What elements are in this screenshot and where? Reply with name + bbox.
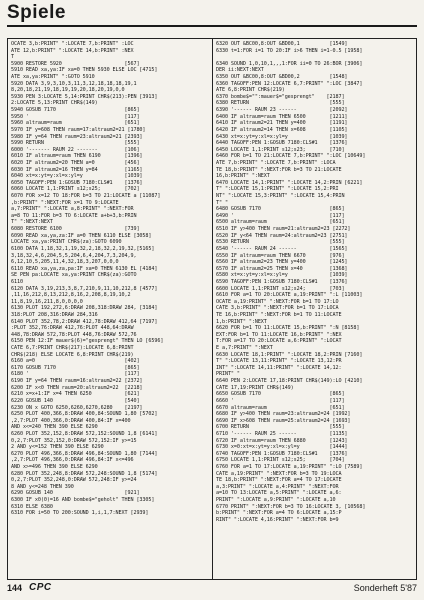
listing-line: 318:PLOT 208,316:DRAW 284,316 bbox=[11, 311, 98, 318]
listing-line: 0,2,7:PLOT 352,152,0:DRAW 572,152:IF y>=15 bbox=[11, 437, 137, 444]
listing-line: 6740 TAGOFF:PEN 1:GOSUB 7180:CLS#1 [1376] bbox=[216, 450, 348, 457]
listing-line: 11,8,19,16,211,8,0,0,0,0 bbox=[11, 298, 83, 305]
listing-line: 5970 IF y=608 THEN raum=17:altraum2=21 [1780] bbox=[11, 126, 146, 133]
listing-line: ,2,7:PLOT 496,366,0:DRAW 496,84:IF x<=496 bbox=[11, 457, 134, 464]
listing-line: AND x<=240 THEN 390 ELSE 6290 bbox=[11, 424, 98, 431]
listing-line: 6450 LOCATE 1,1:PRINT s12;s23; [710] bbox=[216, 146, 345, 153]
listing-line: 3,18,32,4,6,204,5,5,204,6,4,204,7,3,204,9, bbox=[11, 252, 137, 259]
listing-line: PRINT" ":LOCATE a,9:PRINT" ":LOCATE a,10 bbox=[216, 497, 336, 504]
listing-line: 6120 DATA 3,19,213,3,8,7,210,9,11,10,212,8 [4577] bbox=[11, 285, 158, 292]
listing-line: RINT" ":LOCATE 4,16:PRINT" ":NEXT:FOR b=9 bbox=[216, 516, 339, 523]
listing-line: 6190 IF y=64 THEN raum=16:altraum2=22 [2372] bbox=[11, 378, 143, 385]
listing-line: 6050 TAGOFF:PEN 1:GOSUB 7180:CLS#1 [1376] bbox=[11, 179, 143, 186]
listing-line: 6720 IF altraum=raum THEN 6880 [1243] bbox=[216, 437, 348, 444]
listing-line: 6650 GOSUB 7170 [865] bbox=[216, 391, 345, 398]
listing-line: a,7:PRINT" ":LOCATE a,8:PRINT" ":NEXT:FOR bbox=[11, 206, 134, 213]
listing-line: 6350 OUT &BC00,8:OUT &BD00,2 [1548] bbox=[216, 74, 348, 81]
listing-line: 6690 IF x>608 THEN raum=25:altraum2=24 [1693] bbox=[216, 417, 351, 424]
listing-line: 5980 IF y=64 THEN raum=23:altraum2=21 [2393] bbox=[11, 133, 143, 140]
listing-line: 6700 RETURN [555] bbox=[216, 424, 345, 431]
listing-line: T" ":LOCATE 13,11:PRINT" ":LOCATE 13,12:PR bbox=[216, 358, 342, 365]
listing-line: 6300 IF x0(0)=16 AND bombe$="geholt" THEN [3305] bbox=[11, 497, 155, 504]
listing-line: 6000 '------- RAUM 22 ------- [106] bbox=[11, 146, 140, 153]
listing-line: TE 18,b:PRINT" ":NEXT:FOR b=3 TO 21:LOCATE bbox=[216, 166, 342, 173]
listing-line: 6680 IF y>400 THEN raum=23:altraum2=24 [1992] bbox=[216, 411, 351, 418]
listing-line: 5910 READ xa,ya:IF xa=0 THEN 5930 ELSE LOC [4715] bbox=[11, 67, 158, 74]
section-title: Spiele bbox=[7, 2, 66, 23]
listing-line: 6100 DATA 1,18,32,1,19,32,2,18,32,2,19,32,[5165] bbox=[11, 245, 155, 252]
listing-line: 6730 x=0:xt=x:yt=y:xl=x:yl=y [1444] bbox=[216, 444, 348, 451]
listing-line: 6770 PRINT" ":NEXT:FOR b=3 TO 16:LOCATE 3, [10568] bbox=[216, 503, 366, 510]
listing-frame bbox=[7, 38, 417, 580]
listing-line: CHR$(218) ELSE LOCATE 6,8:PRINT CHR$(219) bbox=[11, 351, 134, 358]
listing-line: 6200 IF x<0 THEN raum=20:altraum2=22 [2218] bbox=[11, 384, 143, 391]
listing-line: 0,2,7:PLOT 352,248,0:DRAW 572,248:IF y>=24 bbox=[11, 477, 137, 484]
listing-line: 6,12,10,5,205,11,4,32,18,3,207,0,0,0 bbox=[11, 259, 119, 266]
listing-line: 6440 TAGOFF:PEN 1:GOSUB 7180:CLS#1 [1376] bbox=[216, 140, 348, 147]
listing-line: PRINT" " bbox=[216, 371, 240, 378]
listing-line: 6080 RESTORE 6100 [739] bbox=[11, 226, 140, 233]
listing-line: TE 18,b:PRINT" ":NEXT:FOR a=4 TO 17:LOCATE bbox=[216, 477, 342, 484]
listing-line: 6220 GOSUB 140 [540] bbox=[11, 397, 140, 404]
page-number: 144 bbox=[7, 583, 23, 593]
listing-line: 5950 ' [117] bbox=[11, 113, 140, 120]
listing-line: 6510 IF y>400 THEN raum=21:altraum2=23 [2272] bbox=[216, 226, 351, 233]
listing-line: OCATE 3,b:PRINT" ":LOCATE 7,b:PRINT" :LOC bbox=[11, 41, 134, 47]
listing-line: SE PEN pa:LOCATE xa,ya:PRINT CHR$(za):GOTO bbox=[11, 272, 137, 279]
listing-line: b:PRINT" ":NEXT:FOR a=4 TO 6:LOCATE a,15:P bbox=[216, 510, 342, 517]
listing-line: 6060 LOCATE 1,1:PRINT s12;s25; [702] bbox=[11, 186, 140, 193]
listing-line: T" ":LOCATE 15,1:PRINT" ":LOCATE 15,2:PRI bbox=[216, 186, 339, 193]
listing-line: 6710 '------ RAUM 25 ------ [1135] bbox=[216, 430, 348, 437]
listing-line: 6290 GOSUB 140 [921] bbox=[11, 490, 140, 497]
listing-line: 6310 FOR i=50 TO 200:SOUND 1,i,1,7:NEXT [2939] bbox=[11, 510, 149, 517]
listing-line: 5930 PEN 3:LOCATE 5,14:PRINT CHR$(213):PEN [3913] bbox=[11, 93, 158, 100]
listing-line: 6360 TAGOFF:PEN 12:LOCATE 6,7:PRINT" ":LOC [3847] bbox=[216, 80, 363, 87]
listing-line: 6420 IF altraum2=14 THEN x=608 [1105] bbox=[216, 126, 348, 133]
listing-line: 6250 PLOT 400,366,8:DRAW 400,84:SOUND 1,80 [5702] bbox=[11, 411, 158, 418]
listing-line: 6760 FOR a=1 TO 17:LOCATE a,19:PRINT" ":LO [7589] bbox=[216, 464, 363, 470]
listing-line: ,2,7:PLOT 400,366,0:DRAW 400,84:IF x=400 bbox=[11, 417, 131, 424]
listing-line: 6470 LOCATE 14,1:PRINT" ":LOCATE 14,2:PRIN [6221] bbox=[216, 179, 363, 186]
listing-line: 6110 bbox=[11, 278, 23, 285]
listing-line: E a,7:PRINT" ":NEXT bbox=[216, 345, 273, 352]
listing-line: CATE 17,19:PRINT CHR$(149) bbox=[216, 384, 294, 391]
listing-line: T bbox=[11, 54, 14, 61]
listing-line: 6640 PEN 2:LOCATE 17,18:PRINT CHR$(149):LO [4210] bbox=[216, 378, 363, 385]
column-divider bbox=[212, 39, 213, 579]
listing-line: 6500 altraum=raum [651] bbox=[216, 219, 345, 226]
listing-line: 6600 LOCATE 1,1:PRINT s12;s24; [703] bbox=[216, 285, 345, 292]
listing-line: 448,78:DRAW 572,78:PLOT 448,76:DRAW 572,76 bbox=[11, 331, 137, 338]
listing-line: LOCATE xa,ya:PRINT CHR$(za):GOTO 6090 bbox=[11, 239, 122, 246]
listing-line: 6490 ' [117] bbox=[216, 212, 345, 219]
listing-line: 6170 GOSUB 7170 [865] bbox=[11, 364, 140, 371]
listing-line: 6590 TAGOFF:PEN 1:GOSUB 7180:CLS#1 [1376] bbox=[216, 278, 348, 285]
listing-line: AND x>=496 THEN 390 ELSE 6290 bbox=[11, 464, 98, 470]
page-footer bbox=[7, 582, 417, 596]
listing-line: 6530 RETURN [555] bbox=[216, 239, 345, 246]
listing-line: ATE 7,b:PRINT" ":LOCATE 7,b:PRINT" :LOCA bbox=[216, 159, 336, 166]
listing-line: 6110 READ xa,ya,za,pa:IF xa=0 THEN 6130 EL [4184] bbox=[11, 265, 158, 272]
listing-line: 5940 GOSUB 7170 [865] bbox=[11, 107, 140, 114]
listing-line: 6390 '------ RAUM 23 ------ [2092] bbox=[216, 107, 348, 114]
listing-line: 6370 bombe$="":mauer$="gesprengt" [2187] bbox=[216, 93, 345, 100]
listing-line: 6570 IF altraum2=25 THEN x=40 [1368] bbox=[216, 265, 348, 272]
listing-line: 6020 IF altraum2=20 THEN a=0 [456] bbox=[11, 159, 140, 166]
listing-line: 6410 IF altraum2=21 THEN y=400 [1191] bbox=[216, 120, 348, 127]
listing-line: 6090 READ xa,ya,za:IF a=0 THEN 6110 ELSE [3058] bbox=[11, 232, 152, 239]
listing-line: 8,20,18,21,19,18,19,19,20,18,20,19,0,0 bbox=[11, 87, 125, 94]
listing-line: 6670 altraum=raum [651] bbox=[216, 404, 345, 411]
listing-line: 6480 GOSUB 7170 [865] bbox=[216, 206, 345, 213]
listing-line: ATE 12,b:PRINT" ":LOCATE 14,b:PRINT" :NEX bbox=[11, 47, 134, 54]
listing-line: 6280 PLOT 352,248,8:DRAW 572,248:SOUND 1,8 [5174] bbox=[11, 470, 158, 477]
listing-line: 1,b:PRINT" ":NEXT bbox=[216, 318, 267, 325]
listing-line: 6580 xt=x:yt=y:xl=x:yl=y [1039] bbox=[216, 272, 348, 279]
listing-line: 6140 PLOT 352,78,2:DRAW 412,78:DRAW 412,64 [7197] bbox=[11, 318, 158, 325]
listing-line: T:FOR a=17 TO 20:LOCATE a,6:PRINT" ":LOCAT bbox=[216, 338, 342, 345]
listing-line: T" " bbox=[216, 199, 228, 206]
listing-line: 6180 ' [117] bbox=[11, 371, 140, 378]
listing-line: 6460 FOR b=1 TO 21:LOCATE 7,b:PRINT" ":LOC [10649] bbox=[216, 153, 366, 160]
listing-line: 2 AND y<=152 THEN 390 ELSE 6290 bbox=[11, 444, 104, 451]
listing-line: 6320 OUT &BC00,8:OUT &BD00,1 [1549] bbox=[216, 41, 348, 47]
listing-line: 6070 FOR x=12 TO 18:FOR b=3 TO 21:LOCATE a [11087] bbox=[11, 193, 161, 200]
listing-line: 6010 IF altraum=raum THEN 6190 [1396] bbox=[11, 153, 143, 160]
listing-line bbox=[216, 54, 414, 61]
listing-line: 6540 '------ RAUM 24 ------ [1565] bbox=[216, 245, 348, 252]
listing-line: 6330 t=1:FOR i=1 TO 20:IF i>6 THEN i=1-0.5 [1958] bbox=[216, 47, 363, 54]
listing-line: 6230 ON x GOTO 6250,6260,6270,6280 [2197] bbox=[11, 404, 143, 411]
listing-line: 6660 ' [117] bbox=[216, 397, 345, 404]
listing-line: ATE 6,8:PRINT CHR$(219) bbox=[216, 87, 285, 94]
listing-line: 6040 xt=x:yt=y:xl=x:yl=y [1039] bbox=[11, 173, 143, 180]
listing-line: OCATE a,19:PRINT" ":NEXT:FOR b=1 TO 17:LO bbox=[216, 298, 339, 305]
listing-line: 6150 PEN 12:IF mauer$(6)="gesprengt" THEN LO [6596] bbox=[11, 338, 164, 345]
listing-line: 6400 IF altraum=raum THEN 6500 [1211] bbox=[216, 113, 348, 120]
magazine-logo: CPC bbox=[29, 582, 52, 593]
listing-line: 6430 xt=x:yt=y:xl=x:yl=y [1039] bbox=[216, 133, 348, 140]
listing-line: INT" ":LOCATE 14,11:PRINT" ":LOCATE 14,12: bbox=[216, 364, 342, 371]
listing-line: 16,b:PRINT" ":NEXT bbox=[216, 173, 270, 180]
listing-column-right bbox=[216, 41, 414, 577]
listing-line: CATE 3,b:PRINT" ":NEXT:FOR b=1 TO 17:LOCA bbox=[216, 305, 339, 312]
listing-line: 6550 IF altraum=raum THEN 6670 [976] bbox=[216, 252, 345, 259]
listing-line: 6750 LOCATE 1,1:PRINT s12;s25; [704] bbox=[216, 457, 345, 464]
listing-line: 8 AND y<=248 THEN 390 bbox=[11, 483, 74, 490]
listing-line: 6520 IF y<64 THEN raum=24:altraum2=23 [2751] bbox=[216, 232, 348, 239]
listing-line: 6130 PLOT 192,272,6:DRAW 208,318:DRAW 284, [3184] bbox=[11, 305, 158, 312]
listing-line: 6630 LOCATE 18,1:PRINT" ":LOCATE 18,2:PRIN [7160] bbox=[216, 351, 363, 358]
listing-line: 6260 PLOT 352,152,8:DRAW 572,152:SOUND 1,8 [6141] bbox=[11, 430, 158, 437]
listing-line: a=10 TO 13:LOCATE a,5:PRINT" ":LOCATE a,6: bbox=[216, 490, 342, 497]
listing-line: a=8 TO 11:FOR b=3 TO 6:LOCATE a+b+3,b:PRIN bbox=[11, 212, 137, 219]
listing-line: 6340 SOUND 1,0,10,1,,,1:FOR ii=0 TO 26:BOR [3906] bbox=[216, 60, 363, 67]
header-rule bbox=[7, 25, 417, 27]
listing-line: 6560 IF altraum2=23 THEN y=400 [1245] bbox=[216, 259, 348, 266]
listing-line: 2:LOCATE 5,13:PRINT CHR$(149) bbox=[11, 100, 98, 107]
listing-line: EXT:FOR b=1 TO 11:LOCATE 16,b:PRINT" ":NEX bbox=[216, 331, 342, 338]
listing-line: 6030 IF altraum2=16 THEN y=84 [1165] bbox=[11, 166, 143, 173]
listing-line: ATE xa,ya:PRINT" ":GOTO 5910 bbox=[11, 74, 95, 81]
listing-line: T" ":NEXT:NEXT bbox=[11, 219, 53, 226]
listing-line: 5900 RESTORE 5920 [567] bbox=[11, 60, 140, 67]
listing-line: 5920 DATA 3,9,3,10,3,11,3,12,18,18,18,19,1 bbox=[11, 80, 137, 87]
page-header bbox=[0, 0, 424, 26]
listing-column-left bbox=[11, 41, 210, 577]
listing-line: :PLOT 352,76:DRAW 412,76:PLOT 448,64:DRAW bbox=[11, 325, 134, 332]
listing-line: NT" ":LOCATE 15,3:PRINT" ":LOCATE 15,4:PRIN bbox=[216, 193, 345, 200]
listing-line: 5960 altraum=raum [651] bbox=[11, 120, 140, 127]
listing-line: CATE 6,7:PRINT CHR$(217):LOCATE 6,8:PRINT bbox=[11, 345, 134, 352]
listing-line: 6160 a=0 [402] bbox=[11, 358, 140, 365]
listing-line: CATE a,19:PRINT" ":NEXT:FOR b=3 TO 19:LOCA bbox=[216, 470, 342, 477]
issue-label: Sonderheft 5'87 bbox=[353, 583, 417, 593]
listing-line: 6620 FOR b=1 TO 11:LOCATE 15,b:PRINT" ":N [8158] bbox=[216, 325, 360, 332]
listing-line: DER ii:NEXT:NEXT bbox=[216, 67, 264, 74]
listing-line: 6310 ELSE 6380 bbox=[11, 503, 53, 510]
listing-line: a,3:PRINT" ":LOCATE a,4:PRINT" ":NEXT:FOR bbox=[216, 483, 339, 490]
listing-line: 5990 RETURN [555] bbox=[11, 140, 140, 147]
listing-line: TE 16,b:PRINT" ":NEXT:FOR b=1 TO 11:LOCATE bbox=[216, 311, 342, 318]
listing-line: ,b:PRINT" ":NEXT:FOR x=1 TO 9:LOCATE bbox=[11, 199, 119, 206]
listing-line: 6610 FOR a=1 TO 20:LOCATE a,19:PRINT" ":L [11003] bbox=[216, 292, 363, 299]
listing-line: ,11,16,212,8,13,212,8,16,2,208,8,19,10,2 bbox=[11, 292, 131, 299]
listing-line: 6210 x=x+1:IF x=4 THEN 6250 [621] bbox=[11, 391, 140, 398]
listing-line: 6270 PLOT 496,366,8:DRAW 496,84:SOUND 1,80 [7144] bbox=[11, 450, 158, 457]
listing-line: 6380 RETURN [555] bbox=[216, 100, 345, 107]
